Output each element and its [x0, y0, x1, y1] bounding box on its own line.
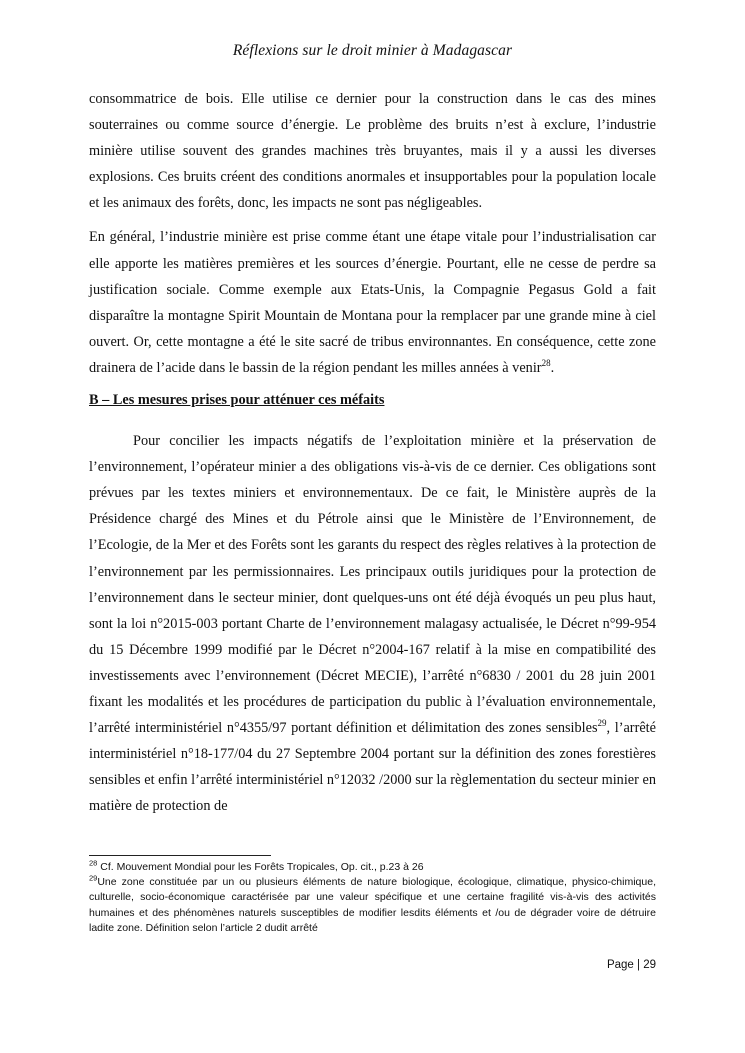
footnote-28: [89, 860, 656, 875]
paragraph-3: [89, 428, 656, 819]
footnote-text: Une zone constituée par un ou plusieurs éléments de nature biologique, écologique, climatique, physico-chimique, culturelle, socio-économique caractérisée par une valeur spécifique et une certaine fragilité vis-à-vis des activités humaines et des phénomènes naturels susceptibles de modifier lesdits éléments et /ou de dégrader voire de détruire ladite zone. Définition selon l’article 2 dudit arrêté: [89, 876, 656, 934]
body-text: [89, 86, 656, 819]
page-number: Page | 29: [606, 959, 656, 971]
paragraph-2-end: .: [550, 359, 555, 376]
footnote-divider: [89, 855, 271, 856]
footnote-ref-28[interactable]: 28: [541, 358, 551, 369]
paragraph-3-text-b: , l’arrêté interministériel n°18-177/04 du 27 Septembre 2004 portant sur la définition des zones forestières sensibles et enfin l’arrêté interministériel n°12032 /2000 sur la règlementation du secteur minier en matière de protection de: [89, 720, 656, 815]
paragraph-1: consommatrice de bois. Elle utilise ce dernier pour la construction dans le cas des mines souterraines ou comme source d’énergie. Le problème des bruits n’est à exclure, l’industrie minière utilise souvent des grandes machines très bruyantes, mais il y a aussi les diverses explosions. Ces bruits créent des conditions anormales et insupportables pour la population locale et les animaux des forêts, donc, les impacts ne sont pas négligeables.: [89, 91, 656, 212]
paragraph-2: [89, 224, 656, 381]
footnote-text: Cf. Mouvement Mondial pour les Forêts Tropicales, Op. cit., p.23 à 26: [97, 861, 424, 873]
footnotes: [89, 860, 656, 936]
paragraph-3-text-a: Pour concilier les impacts négatifs de l’exploitation minière et la préservation de l’environnement, l’opérateur minier a des obligations vis-à-vis de ce dernier. Ces obligations sont prévues par les textes miniers et environnementaux. De ce fait, le Ministère auprès de la Présidence chargé des Mines et du Pétrole ainsi que le Ministère de l’Environnement, de l’Ecologie, de la Mer et des Forêts sont les garants du respect des règles relatives à la protection de l’environnement par les permissionnaires. Les principaux outils juridiques pour la protection de l’environnement dans le secteur minier, dont quelques-uns ont été déjà évoqués un peu plus haut, sont la loi n°2015-003 portant Charte de l’environnement malagasy actualisée, le Décret n°99-954 du 15 Décembre 1999 modifié par le Décret n°2004-167 relatif à la mise en compatibilité des investissements avec l’environnement (Décret MECIE), l’arrêté n°6830 / 2001 du 28 juin 2001 fixant les modalités et les procédures de participation du public à l’évaluation environnementale, l’arrêté interministériel n°4355/97 portant définition et délimitation des zones sensibles: [89, 433, 656, 737]
footnote-number: 28: [89, 858, 98, 868]
footnote-29: [89, 875, 656, 936]
section-heading: B – Les mesures prises pour atténuer ces méfaits: [89, 392, 385, 409]
footnote-ref-29[interactable]: 29: [597, 718, 607, 729]
paragraph-2-text: En général, l’industrie minière est prise comme étant une étape vitale pour l’industrialisation car elle apporte les matières premières et les sources d’énergie. Pourtant, elle ne cesse de perdre sa justification sociale. Comme exemple aux Etats-Unis, la Compagnie Pegasus Gold a fait disparaître la montagne Spirit Mountain de Montana pour la remplacer par une grande mine à ciel ouvert. Or, cette montagne a été le site sacré de tribus environnantes. En conséquence, cette zone drainera de l’acide dans le bassin de la région pendant les milles années à venir: [89, 229, 656, 376]
footnote-number: 29: [89, 873, 98, 883]
running-header: Réflexions sur le droit minier à Madagascar: [232, 42, 513, 59]
